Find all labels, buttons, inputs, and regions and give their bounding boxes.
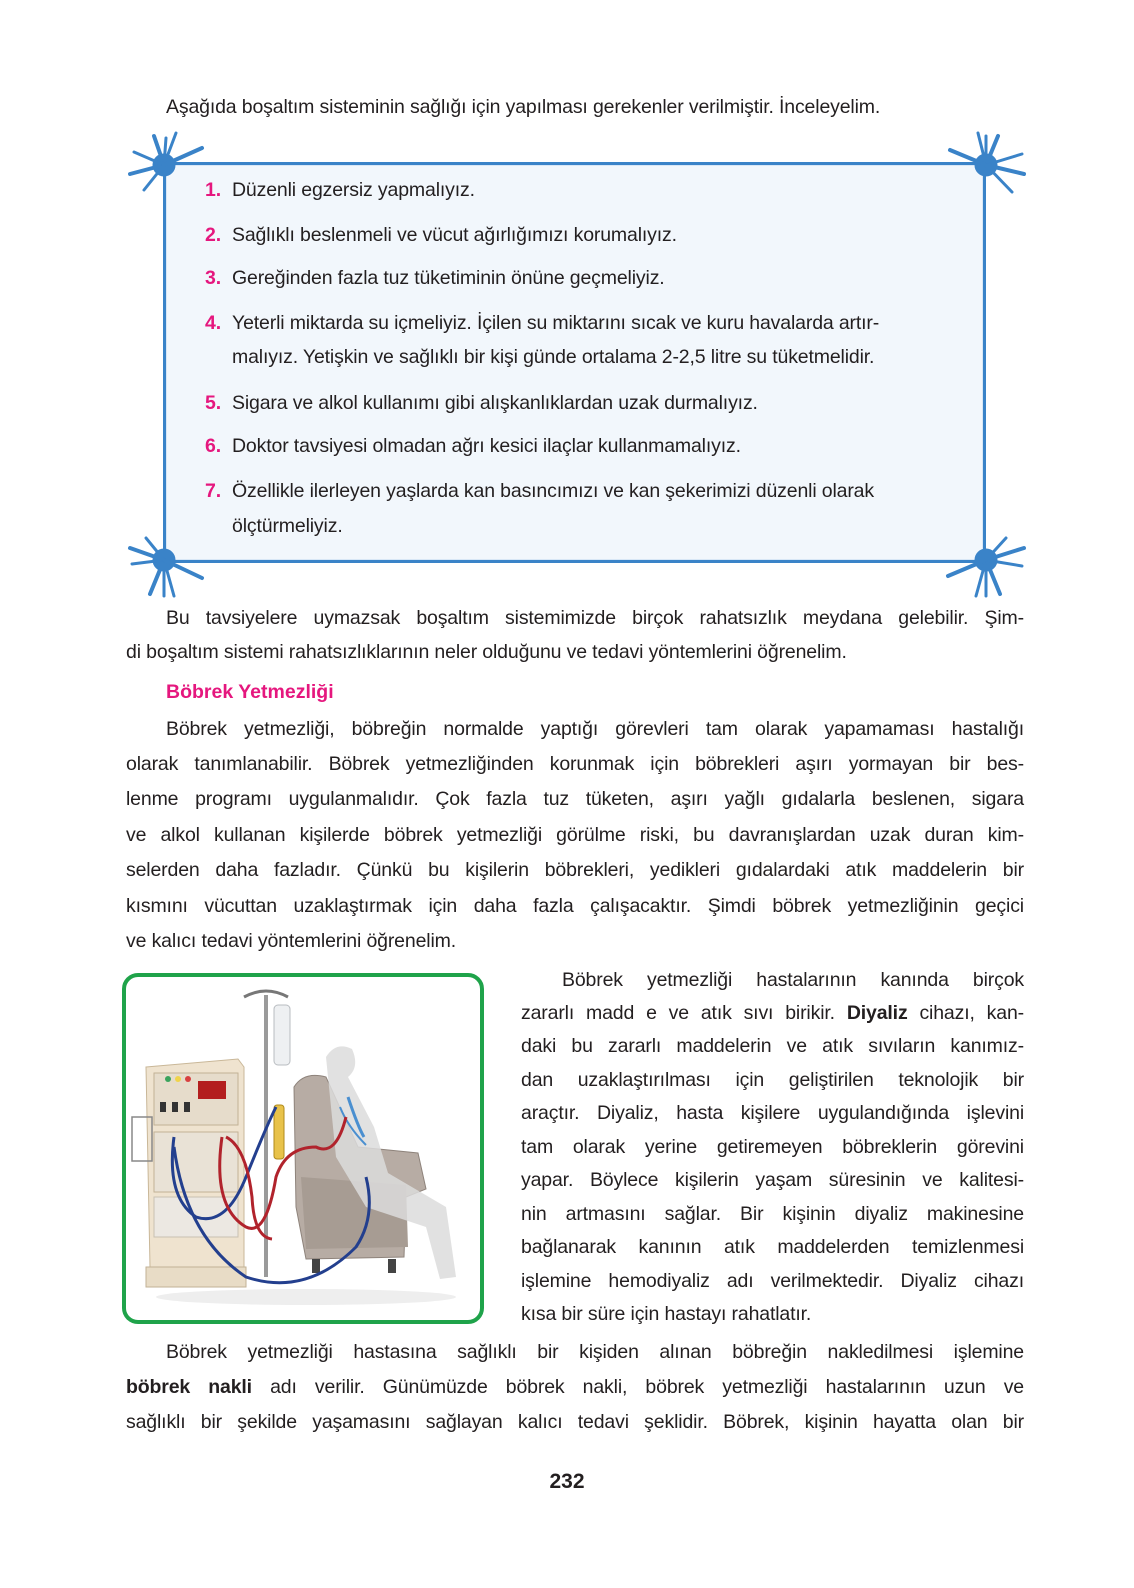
- paragraph-line: ve alkol kullanan kişilerde böbrek yetmezliği görülme riski, bu davranışlardan uzak duran kim-: [126, 824, 1024, 846]
- paragraph-line: daki bu zararlı maddelerin ve atık sıvıların kanımız-: [521, 1035, 1024, 1057]
- splat-decoration-bottom-right-icon: [940, 530, 1030, 600]
- paragraph-line: zararlı madd e ve atık sıvı birikir. Diyaliz cihazı, kan-: [521, 1002, 1024, 1024]
- splat-decoration-top-left-icon: [124, 130, 214, 200]
- item-number: 3.: [205, 267, 221, 289]
- term-diyaliz: Diyaliz: [846, 1002, 908, 1024]
- recommendation-item-5: 5. Sigara ve alkol kullanımı gibi alışkanlıklardan uzak durmalıyız.: [205, 392, 758, 414]
- intro-text: Aşağıda boşaltım sisteminin sağlığı için yapılması gerekenler verilmiştir. İnceleyelim.: [166, 96, 881, 118]
- item-number: 7.: [205, 480, 221, 502]
- paragraph-line: işlemine hemodiyaliz adı verilmektedir. Diyaliz cihazı: [521, 1270, 1024, 1292]
- paragraph-line: ve kalıcı tedavi yöntemlerini öğrenelim.: [126, 930, 456, 952]
- paragraph-line: nin artmasını sağlar. Bir kişinin diyaliz makinesine: [521, 1203, 1024, 1225]
- item-number: 2.: [205, 224, 221, 246]
- paragraph-line: Bu tavsiyelere uymazsak boşaltım sistemimizde birçok rahatsızlık meydana gelebilir. Şim-: [166, 607, 1024, 629]
- section-heading: Böbrek Yetmezliği: [166, 681, 334, 703]
- paragraph-line: yapar. Böylece kişilerin yaşam süresinin ve kalitesi-: [521, 1169, 1024, 1191]
- paragraph-line: araçtır. Diyaliz, hasta kişilere uygulandığında işlevini: [521, 1102, 1024, 1124]
- recommendation-item-1: 1. Düzenli egzersiz yapmalıyız.: [205, 179, 475, 201]
- item-number: 6.: [205, 435, 221, 457]
- paragraph-line: Böbrek yetmezliği hastalarının kanında birçok: [562, 969, 1024, 991]
- recommendation-item-7-continued: ölçtürmeliyiz.: [232, 515, 343, 537]
- paragraph-line: kısmını vücuttan uzaklaştırmak için daha fazla çalışacaktır. Şimdi böbrek yetmezliğinin geçici: [126, 895, 1024, 917]
- paragraph-line: sağlıklı bir şekilde yaşamasını sağlayan kalıcı tedavi şeklidir. Böbrek, kişinin hayatta olan bir: [126, 1411, 1024, 1433]
- paragraph-line: lenme programı uygulanmalıdır. Çok fazla tuz tüketen, aşırı yağlı gıdalarla beslenen, sigara: [126, 788, 1024, 810]
- item-number: 5.: [205, 392, 221, 414]
- recommendation-item-4: 4. Yeterli miktarda su içmeliyiz. İçilen su miktarını sıcak ve kuru havalarda artır-: [205, 312, 880, 334]
- recommendation-item-6: 6. Doktor tavsiyesi olmadan ağrı kesici ilaçlar kullanmamalıyız.: [205, 435, 741, 457]
- paragraph-line: böbrek nakli adı verilir. Günümüzde böbrek nakli, böbrek yetmezliği hastalarının uzun ve: [126, 1376, 1024, 1398]
- recommendation-item-7: 7. Özellikle ilerleyen yaşlarda kan basıncımızı ve kan şekerimizi düzenli olarak: [205, 480, 874, 502]
- recommendation-item-2: 2. Sağlıklı beslenmeli ve vücut ağırlığımızı korumalıyız.: [205, 224, 677, 246]
- splat-decoration-top-right-icon: [940, 130, 1030, 200]
- paragraph-line: Böbrek yetmezliği hastasına sağlıklı bir kişiden alınan böbreğin nakledilmesi işlemine: [166, 1341, 1024, 1363]
- paragraph-line: kısa bir süre için hastayı rahatlatır.: [521, 1303, 812, 1325]
- paragraph-line: selerden daha fazladır. Çünkü bu kişilerin böbrekleri, yedikleri gıdalardaki atık maddelerin bir: [126, 859, 1024, 881]
- recommendation-item-3: 3. Gereğinden fazla tuz tüketiminin önüne geçmeliyiz.: [205, 267, 665, 289]
- splat-decoration-bottom-left-icon: [124, 530, 214, 600]
- dialysis-machine-illustration: [126, 977, 480, 1320]
- recommendation-item-4-continued: malıyız. Yetişkin ve sağlıklı bir kişi günde ortalama 2-2,5 litre su tüketmelidir.: [232, 346, 875, 368]
- item-number: 4.: [205, 312, 221, 334]
- paragraph-line: di boşaltım sistemi rahatsızlıklarının neler olduğunu ve tedavi yöntemlerini öğrenelim.: [126, 641, 847, 663]
- paragraph-line: tam olarak yerine getiremeyen böbreklerin görevini: [521, 1136, 1024, 1158]
- term-bobrek-nakli: böbrek nakli: [126, 1376, 252, 1398]
- page-number: 232: [549, 1470, 585, 1493]
- paragraph-line: bağlanarak kanının atık maddelerden temizlenmesi: [521, 1236, 1024, 1258]
- item-number: 1.: [205, 179, 221, 201]
- dialysis-figure: [122, 973, 484, 1324]
- paragraph-line: dan uzaklaştırılması için geliştirilen teknolojik bir: [521, 1069, 1024, 1091]
- paragraph-line: Böbrek yetmezliği, böbreğin normalde yaptığı görevleri tam olarak yapamaması hastalığı: [166, 718, 1024, 740]
- paragraph-line: olarak tanımlanabilir. Böbrek yetmezliğinden korunmak için böbrekleri aşırı yormayan bir bes-: [126, 753, 1024, 775]
